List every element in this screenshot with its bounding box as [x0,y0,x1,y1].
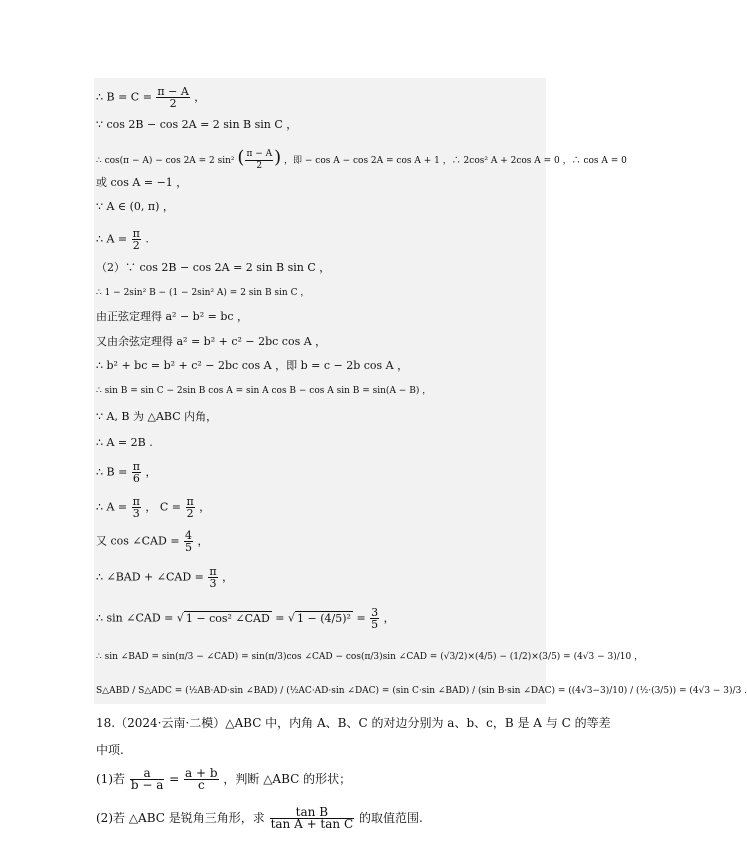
problem-part-2: (2)若 △ABC 是锐角三角形，求 $\frac{\text{tan B}}{\text{tan A + tan C}}$ 的取值范围. [96,805,423,831]
fraction: $\frac{a + b}{c}$ [185,766,218,792]
fraction: $\frac{\text{tan B}}{\text{tan A + tan C}}$ [270,805,354,831]
solution-line: ∴ 1 − 2sin² B − (1 − 2sin² A) = 2 sin B sin C ， [96,288,310,298]
fraction: $\frac{\pi}{2}$ [132,227,140,252]
solution-line: ∵ A ∈ (0, π) ， [96,200,174,213]
solution-line: ∴ b² + bc = b² + c² − 2bc cos A ，即 b = c − 2b cos A ， [96,359,409,372]
fraction: $\frac{\pi - A}{2}$ [157,85,189,110]
fraction: $\frac{4}{5}$ [185,529,193,554]
fraction: $\frac{\pi}{3}$ [209,565,217,590]
solution-line: （2）∵ cos 2B − cos 2A = 2 sin B sin C ， [96,261,331,274]
fraction: $\frac{\pi}{6}$ [132,460,141,485]
problem-statement: 18.（2024·云南·二模）△ABC 中，内角 A、B、C 的对边分别为 a、b、c，B 是 A 与 C 的等差 [96,716,611,730]
problem-part-1: (1)若 $\frac{a}{b - a}$ = $\frac{a + b}{c}$ ，判断 △ABC 的形状； [96,766,352,792]
fraction: $\frac{\pi}{2}$ [186,495,194,520]
solution-line: ∴ A = $\frac{\pi}{3}$ ， C = $\frac{\pi}{2}$ ， [96,495,211,520]
solution-line: ∵ A, B 为 △ABC 内角， [96,410,218,423]
solution-line: ∴ ∠BAD + ∠CAD = $\frac{\pi}{3}$ ， [96,565,234,590]
solution-line: ∴ A = $\frac{\pi}{2}$ . [96,227,149,252]
solution-line: 由正弦定理得 a² − b² = bc ， [96,310,249,323]
solution-line: ∴ sin ∠BAD = sin(π/3 − ∠CAD) = sin(π/3)cos ∠CAD − cos(π/3)sin ∠CAD = (√3/2)×(4/5) − (1/2)×(3/5) = (4√3 − 3)/10 ， [96,652,644,662]
problem-statement: 中项. [96,743,124,757]
solution-line: ∴ sin ∠CAD = √ 1 − cos² ∠CAD = √ 1 − (4/5)² = $\frac{3}{5}$ ， [96,606,395,631]
solution-line: ∴ B = $\frac{\pi}{6}$ ， [96,460,157,485]
solution-line: ∴ A = 2B . [96,436,153,449]
fraction: $\frac{a}{b - a}$ [130,766,164,792]
fraction: $\frac{\pi - A}{2}$ [246,149,273,171]
solution-line: 又 cos ∠CAD = $\frac{4}{5}$ ， [96,529,209,554]
solution-line: ∵ cos 2B − cos 2A = 2 sin B sin C ， [96,118,298,131]
solution-line: 又由余弦定理得 a² = b² + c² − 2bc cos A ， [96,335,327,348]
fraction: $\frac{3}{5}$ [371,606,379,631]
solution-line: ∴ B = C = $\frac{\pi - A}{2}$ ， [96,85,206,110]
solution-line: 或 cos A = −1 ， [96,176,188,189]
solution-line: ∴ sin B = sin C − 2sin B cos A = sin A cos B − cos A sin B = sin(A − B) ， [96,386,432,396]
solution-line: ∴ cos(π − A) − cos 2A = 2 sin² ( $\frac{\pi - A}{2}$ ) ，即 − cos A − cos 2A = cos A + 1 ，∴ 2cos² A + 2cos A = 0 ，∴ cos A = 0 [96,147,627,171]
fraction: $\frac{\pi}{3}$ [132,495,140,520]
solution-line: S△ABD / S△ADC = (½AB·AD·sin ∠BAD) / (½AC·AD·sin ∠DAC) = (sin C·sin ∠BAD) / (sin B·sin ∠DAC) = ((4√3−3)/10) / (½·(3/5)) = (4√3 − 3)/3 . [96,686,747,696]
